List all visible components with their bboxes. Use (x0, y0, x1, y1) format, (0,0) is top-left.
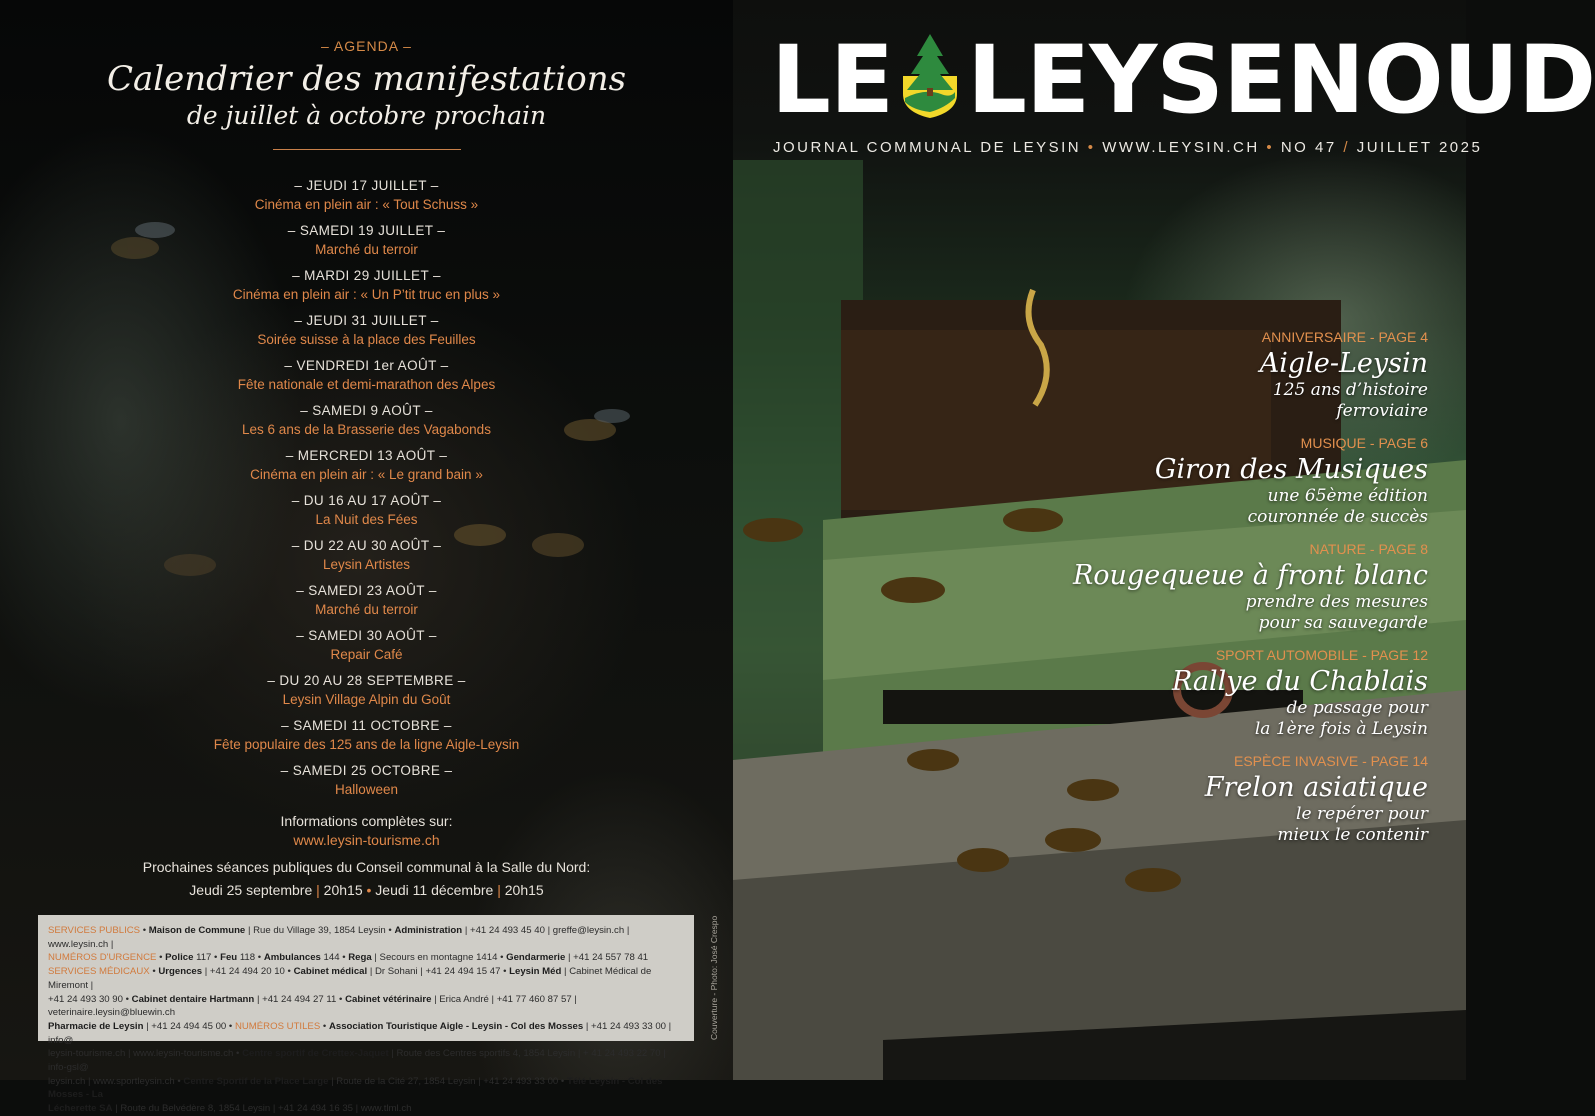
footer-detail: | Rue du Village 39, 1854 Leysin • (247, 925, 392, 936)
event-title: Marché du terroir (315, 602, 418, 617)
footer-entity: Urgences (158, 966, 203, 978)
footer-line (48, 1047, 684, 1074)
footer-line (48, 993, 684, 1020)
event-date: – SAMEDI 11 OCTOBRE – (281, 718, 452, 733)
photo-credit: Couverture - Photo: José Crespo (709, 915, 719, 1040)
event-date: – SAMEDI 23 AOÛT – (296, 583, 437, 598)
event-item (0, 356, 733, 401)
footer-entity: Police (165, 952, 194, 964)
footer-detail: | Dr Sohani | +41 24 494 15 47 • (369, 966, 507, 978)
masthead-le: LE (771, 26, 894, 135)
event-date: – MARDI 29 JUILLET – (292, 268, 441, 283)
event-date: – DU 20 AU 28 SEPTEMBRE – (267, 673, 466, 688)
council-time: 20h15 (504, 882, 544, 898)
event-date: – SAMEDI 19 JUILLET – (287, 223, 446, 238)
bullet-separator: • (1087, 139, 1096, 156)
footer-entity: Administration (394, 925, 463, 936)
footer-line (48, 1102, 684, 1116)
masthead-title: LEYSENOUD (967, 26, 1595, 135)
teaser-desc: mieux le contenir (1277, 825, 1428, 845)
footer-entity: Télé Leysin - Col des Mosses - La (48, 1075, 663, 1101)
footer-entity: Cabinet dentaire Hartmann (131, 993, 255, 1005)
event-title: Cinéma en plein air : « Tout Schuss » (254, 197, 479, 212)
agenda-page (0, 0, 733, 1115)
event-title: Marché du terroir (315, 242, 418, 257)
event-title: Fête nationale et demi-marathon des Alpes (237, 377, 496, 392)
teaser-title: Rougequeue à front blanc (1072, 560, 1428, 591)
footer-detail: | +41 24 493 33 00 | info@ (48, 1020, 672, 1046)
event-item (0, 266, 733, 311)
teaser-title: Rallye du Chablais (1171, 666, 1428, 697)
slash-separator: / (1343, 139, 1351, 156)
footer-category: SERVICES MÉDICAUX (48, 966, 150, 978)
cover-page (733, 0, 1595, 1080)
event-item (0, 536, 733, 581)
event-item (0, 761, 733, 806)
masthead-tagline (773, 139, 1483, 156)
teaser-desc: 125 ans d’histoire (1272, 380, 1428, 400)
website-link[interactable]: WWW.LEYSIN.CH (1102, 139, 1260, 156)
footer-line (48, 1075, 684, 1102)
teaser-item[interactable] (1008, 750, 1428, 846)
footer-category: SERVICES PUBLICS (48, 925, 141, 936)
issue-date: JUILLET 2025 (1356, 139, 1483, 156)
footer-entity: Gendarmerie (506, 952, 566, 964)
event-item (0, 221, 733, 266)
event-title: Leysin Village Alpin du Goût (282, 692, 451, 707)
event-date: – DU 16 AU 17 AOÛT – (291, 493, 442, 508)
bullet-separator: • (1266, 139, 1275, 156)
event-date: – MERCREDI 13 AOÛT – (285, 448, 448, 463)
footer-detail: | +41 24 494 45 00 • (146, 1020, 233, 1032)
footer-entity: Centre Sportif de la Place Large (183, 1075, 329, 1087)
teaser-desc: de passage pour (1286, 698, 1428, 718)
masthead (771, 26, 1595, 135)
teaser-desc: ferroviaire (1336, 401, 1428, 421)
event-item (0, 176, 733, 221)
event-title: La Nuit des Fées (315, 512, 418, 527)
event-date: – JEUDI 17 JUILLET – (294, 178, 439, 193)
footer-entity: Rega (348, 952, 372, 964)
event-date: – JEUDI 31 JUILLET – (294, 313, 439, 328)
agenda-title: Calendrier des manifestations (106, 59, 627, 99)
teaser-kicker: SPORT AUTOMOBILE - PAGE 12 (1215, 647, 1428, 663)
info-label: Informations complètes sur: (280, 813, 453, 829)
teaser-desc: couronnée de succès (1247, 507, 1428, 527)
event-date: – DU 22 AU 30 AOÛT – (291, 538, 442, 553)
footer-entity: Ambulances (263, 952, 321, 964)
teaser-title: Frelon asiatique (1204, 772, 1428, 803)
teaser-kicker: ANNIVERSAIRE - PAGE 4 (1261, 329, 1428, 345)
footer-detail: | Cabinet Médical de Miremont | (48, 966, 652, 991)
teaser-kicker: NATURE - PAGE 8 (1309, 541, 1428, 557)
footer-detail: | Route du Belvédère 8, 1854 Leysin | +41 24 494 16 35 | www.tlml.ch (115, 1103, 412, 1115)
event-title: Fête populaire des 125 ans de la ligne Aigle-Leysin (213, 737, 520, 752)
footer-detail: | +41 24 493 45 40 | greffe@leysin.ch | www.leysin.ch | (48, 925, 630, 950)
event-title: Repair Café (330, 647, 403, 662)
footer-detail: | Route de la Cité 27, 1854 Leysin | +41 24 493 33 00 • (331, 1075, 565, 1087)
teaser-item[interactable] (1008, 538, 1428, 634)
council-date: Jeudi 25 septembre (189, 882, 313, 898)
tourism-link[interactable]: www.leysin-tourisme.ch (293, 832, 440, 848)
teaser-item[interactable] (1008, 432, 1428, 528)
footer-detail: 144 • (323, 952, 346, 964)
event-item (0, 581, 733, 626)
footer-detail: | +41 24 494 20 10 • (204, 966, 291, 978)
agenda-kicker: – AGENDA – (321, 38, 412, 54)
footer-entity: Centre sportif de Crettex-Jaquet (242, 1048, 389, 1060)
journal-label: JOURNAL COMMUNAL DE LEYSIN (773, 139, 1082, 156)
event-title: Les 6 ans de la Brasserie des Vagabonds (242, 422, 491, 437)
footer-line: Pharmacie de Leysin | +41 24 494 45 00 • NUMÉROS UTILES • Association Touristique Aigle - Leysin - Col des Mosses | +41 24 493 33 00 | info@ (48, 1020, 672, 1046)
event-item (0, 311, 733, 356)
council-separator-dot: • (366, 882, 372, 898)
useful-numbers-box (38, 915, 694, 1115)
event-date: – VENDREDI 1er AOÛT – (284, 358, 449, 373)
teaser-item[interactable] (1008, 644, 1428, 740)
teaser-kicker: ESPÈCE INVASIVE - PAGE 14 (1234, 753, 1428, 769)
event-item (0, 401, 733, 446)
footer-detail: | +41 24 494 27 11 • (256, 993, 343, 1005)
event-title: Leysin Artistes (322, 557, 411, 572)
event-date: – SAMEDI 30 AOÛT – (296, 628, 437, 643)
footer-line: SERVICES PUBLICS • Maison de Commune | Rue du Village 39, 1854 Leysin • Administration | +41 24 493 45 40 | greffe@leysin.ch | www.leysin.ch | (48, 925, 630, 950)
teaser-desc: une 65ème édition (1267, 486, 1428, 506)
footer-entity: Pharmacie de Leysin (48, 1020, 144, 1032)
footer-detail: leysin.ch | www.sportleysin.ch • (48, 1075, 181, 1087)
footer-entity: Leysin Méd (509, 966, 562, 978)
teaser-title: Giron des Musiques (1154, 454, 1428, 485)
event-date: – SAMEDI 25 OCTOBRE – (280, 763, 453, 778)
teaser-desc: le repérer pour (1296, 804, 1428, 824)
council-dates: Jeudi 25 septembre | 20h15 • Jeudi 11 décembre | 20h15 (189, 882, 544, 898)
event-item (0, 716, 733, 761)
footer-entity: Feu (220, 952, 238, 964)
footer-category: NUMÉROS D'URGENCE (48, 952, 157, 964)
footer-line: SERVICES MÉDICAUX • Urgences | +41 24 494 20 10 • Cabinet médical | Dr Sohani | +41 24 494 15 47 • Leysin Méd | Cabinet Médical de Miremont | (48, 966, 652, 991)
footer-entity: Association Touristique Aigle - Leysin - Col des Mosses (328, 1020, 584, 1032)
footer-entity: Maison de Commune (148, 925, 246, 936)
leysin-crest-icon (895, 32, 965, 118)
event-title: Soirée suisse à la place des Feuilles (257, 332, 476, 347)
footer-detail: | Route des Centres sportifs 4, 1854 Leysin | + 41 24 493 22 70 | info-gsl@ (48, 1048, 666, 1074)
footer-entity: Cabinet vétérinaire (345, 993, 432, 1005)
teaser-desc: prendre des mesures (1245, 592, 1428, 612)
event-title: Cinéma en plein air : « Un P’tit truc en plus » (232, 287, 501, 302)
footer-entity: Cabinet médical (293, 966, 368, 978)
event-date: – SAMEDI 9 AOÛT – (300, 403, 433, 418)
event-item (0, 671, 733, 716)
teaser-kicker: MUSIQUE - PAGE 6 (1300, 435, 1428, 451)
teaser-title: Aigle-Leysin (1259, 348, 1428, 379)
footer-detail: +41 24 493 30 90 • (48, 993, 129, 1005)
footer-detail: leysin-tourisme.ch | www.leysin-tourisme.ch • (48, 1048, 240, 1060)
teaser-desc: la 1ère fois à Leysin (1254, 719, 1428, 739)
event-item (0, 626, 733, 671)
events-list (0, 176, 733, 806)
agenda-divider (273, 149, 461, 150)
council-notice: Prochaines séances publiques du Conseil communal à la Salle du Nord: (142, 859, 591, 875)
event-item (0, 491, 733, 536)
council-time: 20h15 (323, 882, 363, 898)
agenda-subtitle: de juillet à octobre prochain (186, 101, 547, 130)
footer-detail: | +41 24 557 78 41 (568, 952, 649, 964)
footer-detail: 118 • (239, 952, 262, 964)
footer-detail: 117 • (196, 952, 218, 964)
event-title: Halloween (334, 782, 399, 797)
footer-line: NUMÉROS D'URGENCE • Police 117 • Feu 118 • Ambulances 144 • Rega | Secours en montagne 1414 • Gendarmerie | +41 24 557 78 41 (48, 952, 649, 964)
footer-category: NUMÉROS UTILES (234, 1020, 321, 1032)
footer-detail: | Secours en montagne 1414 • (374, 952, 504, 964)
cover-teasers (1008, 326, 1428, 856)
teaser-item[interactable] (1008, 326, 1428, 422)
issue-number: NO 47 (1280, 139, 1337, 156)
council-date: Jeudi 11 décembre (375, 882, 494, 898)
event-title: Cinéma en plein air : « Le grand bain » (250, 467, 483, 482)
teaser-desc: pour sa sauvegarde (1258, 613, 1428, 633)
footer-detail: | Erica André | +41 77 460 87 57 | veterinaire.leysin@bluewin.ch (48, 993, 577, 1019)
event-item (0, 446, 733, 491)
footer-entity: Lécherette SA (48, 1103, 113, 1115)
